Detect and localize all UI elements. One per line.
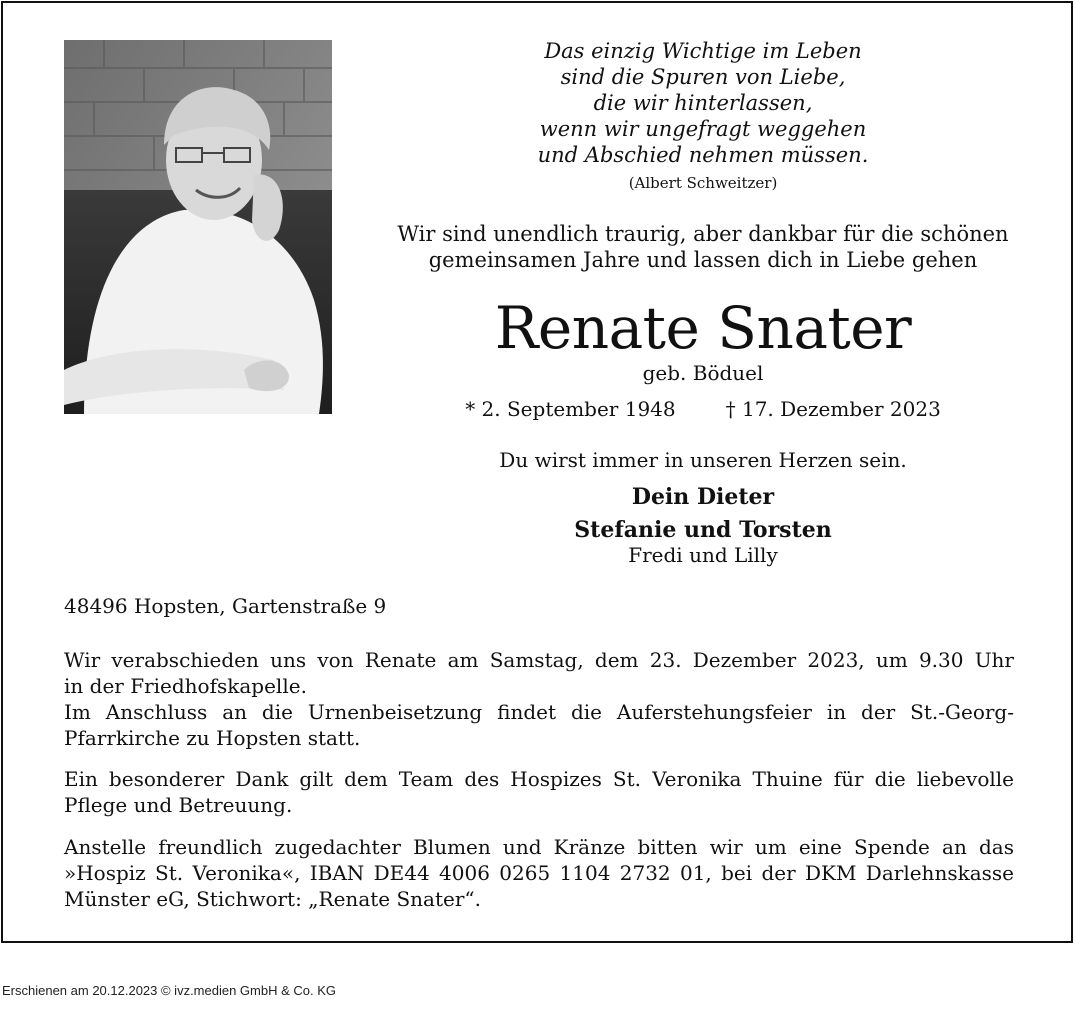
portrait-photo [64, 40, 332, 414]
intro-text [393, 221, 1013, 273]
born-name: geb. Böduel [642, 361, 764, 385]
paragraph-line: Wir verabschieden uns von Renate am Samstag, dem 23. Dezember 2023, um 9.30 Uhr [64, 648, 1014, 672]
quote-line: und Abschied nehmen müssen. [537, 143, 869, 167]
deceased-name: Renate Snater [494, 294, 912, 362]
paragraph-line: Ein besonderer Dank gilt dem Team des Hospizes St. Veronika Thuine für die liebevolle [64, 767, 1014, 791]
paragraph-line: Pfarrkirche zu Hopsten statt. [64, 726, 361, 750]
quote-author: (Albert Schweitzer) [628, 174, 778, 192]
paragraph-line: Anstelle freundlich zugedachter Blumen und Kränze bitten wir um eine Spende an das [64, 835, 1014, 859]
death-date: † 17. Dezember 2023 [725, 397, 941, 421]
intro-line: Wir sind unendlich traurig, aber dankbar für die schönen [397, 222, 1009, 246]
address: 48496 Hopsten, Gartenstraße 9 [64, 594, 387, 618]
birth-date: * 2. September 1948 [465, 397, 676, 421]
paragraph-line: Im Anschluss an die Urnenbeisetzung findet die Auferstehungsfeier in der St.-Georg- [64, 700, 1014, 724]
publication-footer: Erschienen am 20.12.2023 © ivz.medien GmbH & Co. KG [2, 983, 337, 998]
thanks-paragraph [64, 766, 1014, 818]
paragraph-line: in der Friedhofskapelle. [64, 674, 307, 698]
quote-line: die wir hinterlassen, [593, 91, 813, 115]
portrait-image [64, 40, 332, 414]
quote-block [393, 38, 1013, 194]
family-signature [393, 481, 1013, 547]
donation-paragraph [64, 834, 1014, 912]
paragraph-line: Münster eG, Stichwort: „Renate Snater“. [64, 887, 481, 911]
paragraph-line: »Hospiz St. Veronika«, IBAN DE44 4006 0265 1104 2732 01, bei der DKM Darlehnskasse [64, 861, 1014, 885]
service-paragraph [64, 647, 1014, 751]
family-line: Stefanie und Torsten [574, 517, 832, 543]
quote-line: Das einzig Wichtige im Leben [544, 39, 862, 63]
life-dates [393, 395, 1013, 423]
family-line: Dein Dieter [631, 484, 775, 510]
paragraph-line: Pflege und Betreuung. [64, 793, 293, 817]
obituary-notice [1, 1, 1073, 943]
farewell-line: Du wirst immer in unseren Herzen sein. [499, 448, 907, 472]
grandchildren-line: Fredi und Lilly [628, 543, 778, 567]
quote-line: wenn wir ungefragt weggehen [539, 117, 867, 141]
quote-line: sind die Spuren von Liebe, [560, 65, 846, 89]
intro-line: gemeinsamen Jahre und lassen dich in Liebe gehen [428, 248, 978, 272]
